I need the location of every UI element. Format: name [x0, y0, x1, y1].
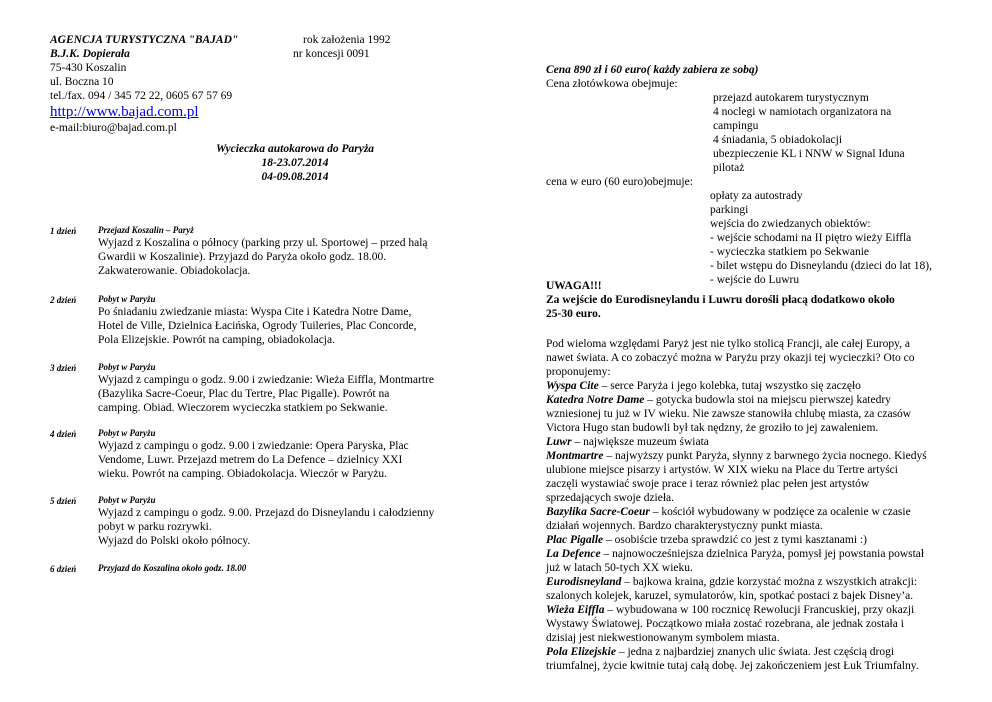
attraction-text: sprzedających swoje dzieła. [546, 492, 675, 504]
attraction-text: ulubione miejsce pisarzy i artystów. W XIX wieku na Place du Tertre artyści [546, 464, 898, 476]
intro-line: nawet świata. A co zobaczyć można w Paryżu przy okazji tej wycieczki? Oto co [546, 352, 915, 364]
attraction [546, 449, 966, 463]
pln-item: ubezpieczenie KL i NNW w Signal Iduna [713, 148, 905, 160]
day-entry [98, 562, 458, 574]
attraction [546, 533, 966, 547]
trip-dates-2: 04-09.08.2014 [261, 171, 329, 183]
attraction-text: wzniesionej tu już w IV wieku. Nie zawsze stanowiła chlubę miasta, za czasów [546, 408, 912, 420]
pln-item: campingu [713, 120, 759, 132]
intro-line: proponujemy: [546, 366, 611, 378]
agency-street: ul. Boczna 10 [50, 76, 114, 88]
notice-line: Za wejście do Eurodisneylandu i Luwru dorośli płacą dodatkowo około [546, 294, 895, 306]
attraction [546, 603, 966, 617]
trip-dates-1: 18-23.07.2014 [261, 157, 329, 169]
attraction-name: Luwr [546, 436, 572, 448]
attraction-name: Montmartre [546, 450, 604, 462]
agency-name: AGENCJA TURYSTYCZNA "BAJAD" [50, 34, 239, 46]
day-number: 1 dzień [50, 226, 77, 236]
day-title: Pobyt w Paryżu [98, 428, 156, 438]
day-line: Vendome, Luwr. Przejazd metrem do La Defence – dzielnicy XXI [98, 454, 403, 466]
pln-item: pilotaż [713, 162, 745, 174]
day-line: Wyjazd z campingu o godz. 9.00. Przejazd do Disneylandu i całodzienny [98, 507, 435, 519]
eur-item: - bilet wstępu do Disneylandu (dzieci do lat 18), [710, 260, 932, 272]
attraction [546, 435, 966, 449]
attraction-text: dzisiaj jest niekwestionowanym symbolem miasta. [546, 632, 780, 644]
agency-postal: 75-430 Koszalin [50, 62, 127, 74]
pln-item: 4 śniadania, 5 obiadokolacji [713, 134, 843, 146]
attraction-text: zaczęli wystawiać swoje prace i teraz również plac pełen jest artystów [546, 478, 870, 490]
attraction-text: – najnowocześniejsza dzielnica Paryża, pomysł jej powstania powstał [600, 548, 925, 560]
eur-item: parkingi [710, 204, 749, 216]
attraction [546, 645, 966, 659]
pln-item: przejazd autokarem turystycznym [713, 92, 869, 104]
attraction-name: Eurodisneyland [546, 576, 622, 588]
day-line: Wyjazd z campingu o godz. 9.00 i zwiedzanie: Wieża Eiffla, Montmartre [98, 374, 434, 386]
day-number: 3 dzień [50, 363, 77, 373]
day-line: wieku. Powrót na camping. Obiadokolacja. Wieczór w Paryżu. [98, 468, 387, 480]
day-title: Pobyt w Paryżu [98, 362, 156, 372]
price-section [546, 63, 966, 287]
notice-line: 25-30 euro. [546, 308, 601, 320]
attraction-name: Bazylika Sacre-Coeur [546, 506, 650, 518]
agency-owner: B.J.K. Dopierała [50, 48, 130, 60]
day-line: Gwardii w Koszalinie). Przyjazd do Paryża około godz. 18.00. [98, 251, 387, 263]
agency-header [50, 33, 290, 135]
trip-heading [50, 142, 540, 184]
attraction-text: – najwyższy punkt Paryża, słynny z barwnego życia nocnego. Kiedyś [603, 450, 927, 462]
eur-item: opłaty za autostrady [710, 190, 803, 202]
founded-year: rok założenia 1992 [303, 34, 391, 46]
day-line: (Bazylika Sacre-Coeur, Plac du Tertre, Plac Pigalle). Powrót na [98, 388, 390, 400]
attraction [546, 393, 966, 407]
day-title: Pobyt w Paryżu [98, 294, 156, 304]
day-number: 5 dzień [50, 496, 77, 506]
attraction-name: Wieża Eiffla [546, 604, 605, 616]
attraction-text: Wystawy Światowej. Początkowo miała zostać rozebrana, ale jednak została i [546, 618, 904, 630]
attraction-text: Victora Hugo stan budowli był tak nędzny, że groziło to jej zawaleniem. [546, 422, 879, 434]
attraction-text: – serce Paryża i jego kolebka, tutaj wszystko się zaczęło [598, 380, 861, 392]
eur-item: - wycieczka statkiem po Sekwanie [710, 246, 870, 258]
price-headline: Cena 890 zł i 60 euro( każdy zabiera ze sobą) [546, 64, 759, 76]
license-number: nr koncesji 0091 [293, 48, 370, 60]
attraction-name: La Defence [546, 548, 601, 560]
eur-label: cena w euro (60 euro)obejmuje: [546, 176, 693, 188]
notice [546, 279, 966, 321]
day-line: Hotel de Ville, Dzielnica Łacińska, Ogrody Tuileries, Plac Concorde, [98, 320, 417, 332]
attraction-text: – jedna z najbardziej znanych ulic świata. Jest częścią drogi [615, 646, 895, 658]
attraction [546, 547, 966, 561]
pln-label: Cena złotówkowa obejmuje: [546, 78, 678, 90]
attraction-text: – kościół wybudowany w podzięce za ocalenie w czasie [649, 506, 911, 518]
day-line: Zakwaterowanie. Obiadokolacja. [98, 265, 251, 277]
paris-attractions [546, 337, 966, 673]
attraction-text: – wybudowana w 100 rocznicę Rewolucji Francuskiej, przy okazji [604, 604, 915, 616]
day-line: Wyjazd z Koszalina o północy (parking przy ul. Sportowej – przed halą [98, 237, 428, 249]
eur-item: - wejście schodami na II piętro wieży Eiffla [710, 232, 912, 244]
attraction-text: już w latach 50-tych XX wieku. [546, 562, 693, 574]
website-link[interactable]: http://www.bajad.com.pl [50, 104, 199, 120]
pln-item: 4 noclegi w namiotach organizatora na [713, 106, 892, 118]
attraction-text: szalonych kolejek, karuzel, symulatorów, kin, spotkać postaci z bajek Disney’a. [546, 590, 914, 602]
day-entry [98, 361, 458, 415]
day-line: pobyt w parku rozrywki. [98, 521, 212, 533]
day-title: Pobyt w Paryżu [98, 495, 156, 505]
attraction-text: – bajkowa kraina, gdzie korzystać można z wszystkich atrakcji: [621, 576, 918, 588]
eur-item: wejścia do zwiedzanych obiektów: [710, 218, 871, 230]
day-entry [98, 494, 458, 548]
attraction-text: – gotycka budowla stoi na miejscu pierwszej katedry [644, 394, 891, 406]
attraction-name: Pola Elizejskie [546, 646, 616, 658]
day-number: 6 dzień [50, 564, 77, 574]
attraction-text: działań wojennych. Bardzo charakterystyczny punkt miasta. [546, 520, 823, 532]
day-title: Przyjazd do Koszalina około godz. 18.00 [98, 563, 247, 573]
attraction [546, 379, 966, 393]
attraction-name: Katedra Notre Dame [546, 394, 645, 406]
day-number: 2 dzień [50, 295, 77, 305]
day-line: camping. Obiad. Wieczorem wycieczka statkiem po Sekwanie. [98, 402, 388, 414]
notice-title: UWAGA!!! [546, 280, 602, 292]
attraction [546, 575, 966, 589]
day-line: Wyjazd z campingu o godz. 9.00 i zwiedzanie: Opera Paryska, Plac [98, 440, 409, 452]
day-entry [98, 427, 458, 481]
attraction-text: – osobiście trzeba sprawdzić co jest z tymi kasztanami :) [603, 534, 867, 546]
attraction-name: Wyspa Cite [546, 380, 599, 392]
day-entry [98, 293, 458, 347]
attraction-name: Plac Pigalle [546, 534, 604, 546]
agency-email: e-mail:biuro@bajad.com.pl [50, 122, 177, 134]
day-number: 4 dzień [50, 429, 77, 439]
day-title: Przejazd Koszalin – Paryż [98, 225, 194, 235]
intro-line: Pod wieloma względami Paryż jest nie tylko stolicą Francji, ale całej Europy, a [546, 338, 910, 350]
agency-registration [293, 33, 391, 61]
day-entry [98, 224, 458, 278]
day-line: Po śniadaniu zwiedzanie miasta: Wyspa Cite i Katedra Notre Dame, [98, 306, 412, 318]
attraction-text: triumfalnej, życie kwitnie tutaj całą dobę. Jej zakończeniem jest Łuk Triumfalny. [546, 660, 919, 672]
day-line: Wyjazd do Polski około północy. [98, 535, 251, 547]
agency-phone: tel./fax. 094 / 345 72 22, 0605 67 57 69 [50, 90, 233, 102]
attraction [546, 505, 966, 519]
day-line: Pola Elizejskie. Powrót na camping, obiadokolacja. [98, 334, 335, 346]
attraction-text: – największe muzeum świata [571, 436, 709, 448]
eur-item: - wejście do Luwru [710, 274, 800, 286]
trip-title: Wycieczka autokarowa do Paryża [215, 143, 375, 155]
